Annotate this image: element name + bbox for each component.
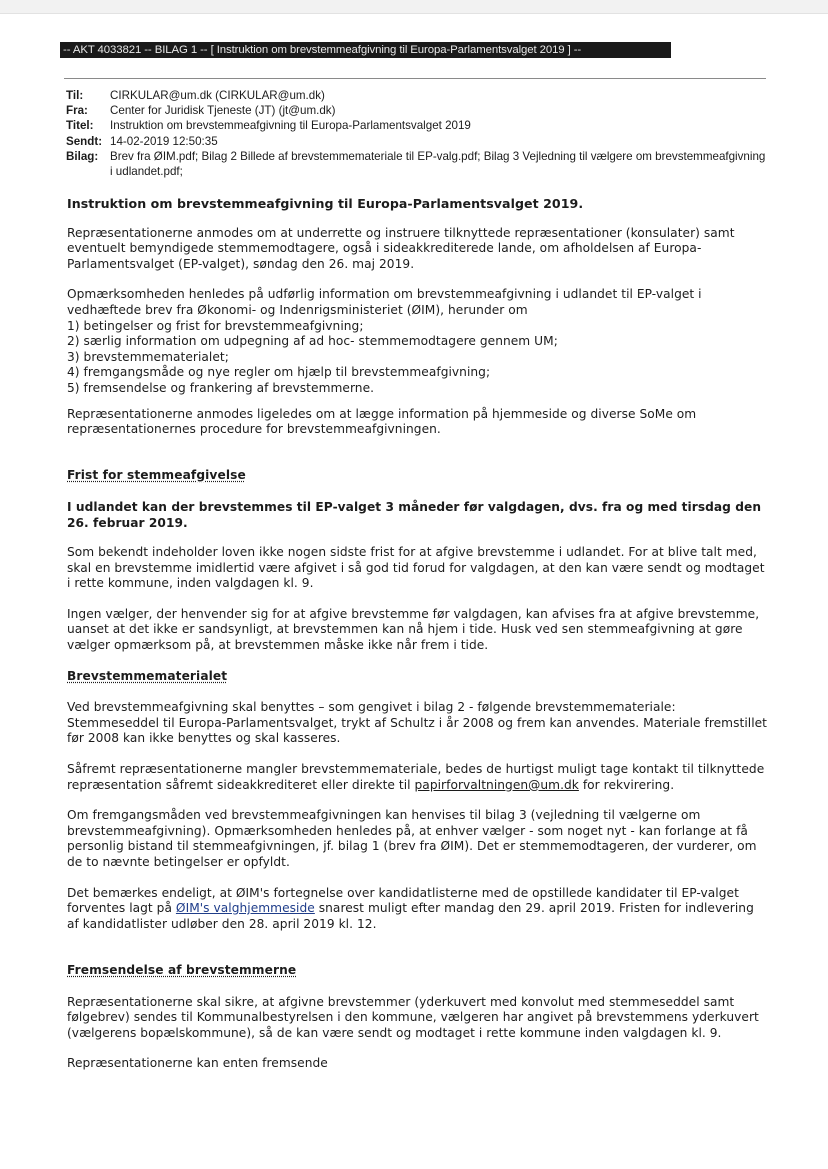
email-metadata xyxy=(66,88,766,179)
topic-list xyxy=(67,319,767,397)
meta-attachments-row xyxy=(66,149,766,179)
homepage-paragraph: Repræsentationerne anmodes ligeledes om at lægge information på hjemmeside og diverse SoMe om repræsentationernes procedure for brevstemmeafgivningen. xyxy=(67,406,697,437)
scan-mark xyxy=(67,947,767,963)
meta-title-label: Titel: xyxy=(66,119,94,133)
scan-top-edge xyxy=(0,0,828,14)
material-paragraph-3: Om fremgangsmåden ved brevstemmeafgivningen kan henvises til bilag 3 (vejledning til vælgerne om brevstemmeafgivning). Opmærksomheden henledes på, at enhver vælger - som noget nyt - kan forlange at få personlig bistand til stemmeafgivningen, jf. bilag 1 (brev fra ØIM). Det er stemmemodtageren, der vurderer, om de to nævnte betingelser er opfyldt. xyxy=(67,808,757,869)
forwarding-paragraph-1: Repræsentationerne skal sikre, at afgivne brevstemmer (yderkuvert med konvolut med stemmeseddel samt følgebrev) sendes til Kommunalbestyrelsen i den kommune, vælgeren har angivet på brevstemmens yderkuvert (vælgerens bopælskommune), så de kan være sendt og modtaget i rette kommune inden valgdagen kl. 9. xyxy=(67,994,759,1040)
list-item: 5) fremsendelse og frankering af brevstemmerne. xyxy=(67,380,375,395)
material-paragraph-2-start: Såfremt repræsentationerne mangler brevstemmemateriale, bedes de hurtigst muligt tage kontakt til tilknyttede repræsentation såfremt sideakkrediteret eller direkte til xyxy=(67,762,765,792)
forwarding-paragraph-2: Repræsentationerne kan enten fremsende xyxy=(67,1056,328,1071)
list-item: 3) brevstemmematerialet; xyxy=(67,349,229,364)
material-paragraph-4-end: snarest muligt efter mandag den 29. april 2019. Fristen for indlevering af kandidatlister udløber den 28. april 2019 kl. 12. xyxy=(67,901,754,931)
heading-material: Brevstemmematerialet xyxy=(67,668,228,683)
attention-paragraph: Opmærksomheden henledes på udførlig information om brevstemmeafgivning i udlandet til EP-valget i vedhæftede brev fra Økonomi- og Indenrigsministeriet (ØIM), herunder om xyxy=(67,287,702,317)
material-paragraph-1: Ved brevstemmeafgivning skal benyttes – som gengivet i bilag 2 - følgende brevstemmemateriale: Stemmeseddel til Europa-Parlamentsvalget, trykt af Schultz i år 2008 og frem kan anvendes. Materiale fremstillet før 2008 kan ikke benyttes og skal kasseres. xyxy=(67,700,768,746)
intro-paragraph: Repræsentationerne anmodes om at underrette og instruere tilknyttede repræsentationer (konsulater) samt eventuelt bemyndigede stemmemodtagere, også i sideakkrediterede lande, om afholdelsen af Europa-Parlamentsvalget (EP-valget), søndag den 26. maj 2019. xyxy=(67,225,735,271)
deadline-paragraph-1: Som bekendt indeholder loven ikke nogen sidste frist for at afgive brevstemme i udlandet. For at blive talt med, skal en brevstemme imidlertid være afgivet i så god tid forud for valgdagen, at den kan være sendt og modtaget i rette kommune, inden valgdagen kl. 9. xyxy=(67,545,765,591)
deadline-paragraph-2: Ingen vælger, der henvender sig for at afgive brevstemme før valgdagen, kan afvises fra at afgive brevstemme, uanset at det ikke er sandsynligt, at brevstemmen kan nå hjem i tide. Husk ved sen stemmeafgivning at gøre vælger opmærksom på, at brevstemmen måske ikke når frem i tide. xyxy=(67,606,760,653)
heading-forwarding: Fremsendelse af brevstemmerne xyxy=(67,962,297,977)
document-body xyxy=(67,196,767,1087)
document-header-bar: -- AKT 4033821 -- BILAG 1 -- [ Instruktion om brevstemmeafgivning til Europa-Parlamentsvalget 2019 ] -- xyxy=(60,42,671,58)
list-item: 1) betingelser og frist for brevstemmeafgivning; xyxy=(67,318,364,333)
meta-from-label: Fra: xyxy=(66,104,88,118)
list-item: 2) særlig information om udpegning af ad hoc- stemmemodtagere gennem UM; xyxy=(67,334,558,349)
header-divider xyxy=(64,78,766,79)
document-title: Instruktion om brevstemmeafgivning til Europa-Parlamentsvalget 2019. xyxy=(67,196,584,211)
meta-title-row xyxy=(66,118,766,133)
meta-to-label: Til: xyxy=(66,89,84,102)
material-paragraph-2 xyxy=(67,762,767,793)
meta-sent-value: 14-02-2019 12:50:35 xyxy=(110,134,218,148)
oim-valghjemmeside-link[interactable]: ØIM's valghjemmeside xyxy=(175,901,315,916)
material-paragraph-4-start: Det bemærkes endeligt, at ØIM's fortegnelse over kandidatlisterne med de opstillede kandidater til EP-valget forventes lagt på xyxy=(67,885,739,916)
meta-sent-row xyxy=(66,134,766,149)
material-paragraph-4 xyxy=(67,886,767,933)
meta-from-row xyxy=(66,103,766,118)
meta-sent-label: Sendt: xyxy=(66,134,103,148)
meta-title-value: Instruktion om brevstemmeafgivning til Europa-Parlamentsvalget 2019 xyxy=(110,119,471,133)
papirforvaltningen-email-link[interactable]: papirforvaltningen@um.dk xyxy=(414,777,579,792)
scan-mark xyxy=(67,453,767,469)
deadline-bold-statement: I udlandet kan der brevstemmes til EP-valget 3 måneder før valgdagen, dvs. fra og med tirsdag den 26. februar 2019. xyxy=(67,499,762,530)
list-item: 4) fremgangsmåde og nye regler om hjælp til brevstemmeafgivning; xyxy=(67,365,491,380)
heading-deadline: Frist for stemmeafgivelse xyxy=(67,468,246,483)
material-paragraph-2-end: for rekvirering. xyxy=(578,777,675,792)
meta-to-value: CIRKULAR@um.dk (CIRKULAR@um.dk) xyxy=(110,89,325,102)
meta-attachments-label: Bilag: xyxy=(66,149,99,163)
spacer xyxy=(67,397,767,407)
meta-attachments-value: Brev fra ØIM.pdf; Bilag 2 Billede af brevstemmemateriale til EP-valg.pdf; Bilag 3 Vejledning til vælgere om brevstemmeafgivning i udlandet.pdf; xyxy=(110,149,766,179)
meta-from-value: Center for Juridisk Tjeneste (JT) (jt@um.dk) xyxy=(110,104,336,118)
meta-to-row xyxy=(66,88,766,103)
